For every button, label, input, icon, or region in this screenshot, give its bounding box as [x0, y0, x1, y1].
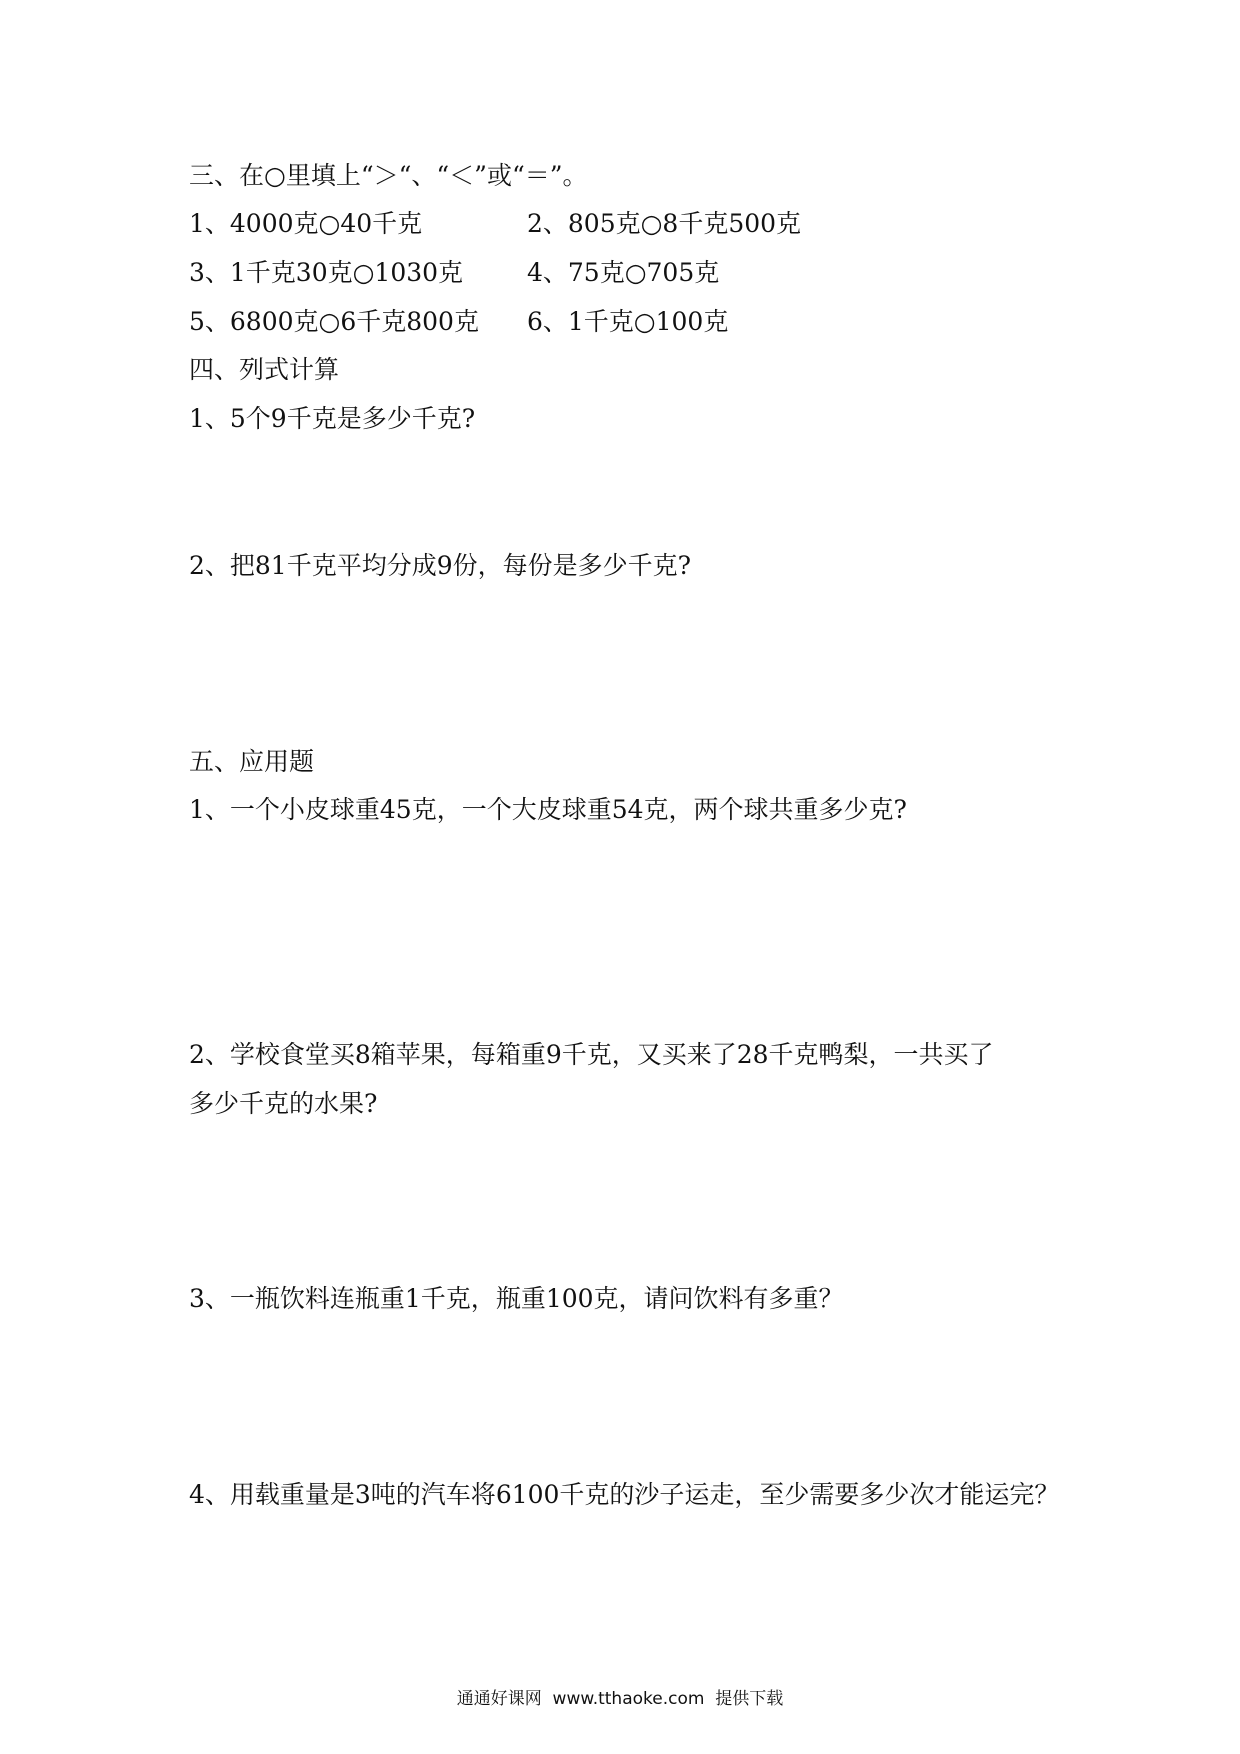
word-problem-3: 3、一瓶饮料连瓶重1千克，瓶重100克，请问饮料有多重？ [189, 1284, 844, 1313]
word-problem-4: 4、用载重量是3吨的汽车将6100千克的沙子运走，至少需要多少次才能运完？ [189, 1480, 1060, 1509]
compare-item-6: 6、1千克○100克 [527, 307, 729, 336]
section3-title: 三、在○里填上“＞“、“＜”或“＝”。 [189, 161, 588, 190]
compare-item-2: 2、805克○8千克500克 [527, 209, 802, 238]
footer-credit: 通通好课网 www.tthaoke.com 提供下载 [456, 1689, 784, 1709]
calc-question-2: 2、把81千克平均分成9份，每份是多少千克? [189, 551, 692, 580]
compare-item-1: 1、4000克○40千克 [189, 209, 423, 238]
compare-item-4: 4、75克○705克 [527, 258, 720, 287]
word-problem-1: 1、一个小皮球重45克，一个大皮球重54克，两个球共重多少克? [189, 795, 907, 824]
calc-question-1: 1、5个9千克是多少千克? [189, 404, 476, 433]
word-problem-2-line2: 多少千克的水果? [189, 1089, 378, 1118]
section5-title: 五、应用题 [189, 747, 315, 776]
compare-item-5: 5、6800克○6千克800克 [189, 307, 479, 336]
compare-item-3: 3、1千克30克○1030克 [189, 258, 464, 287]
section4-title: 四、列式计算 [189, 355, 340, 384]
word-problem-2-line1: 2、学校食堂买8箱苹果，每箱重9千克，又买来了28千克鸭梨，一共买了 [189, 1040, 994, 1069]
